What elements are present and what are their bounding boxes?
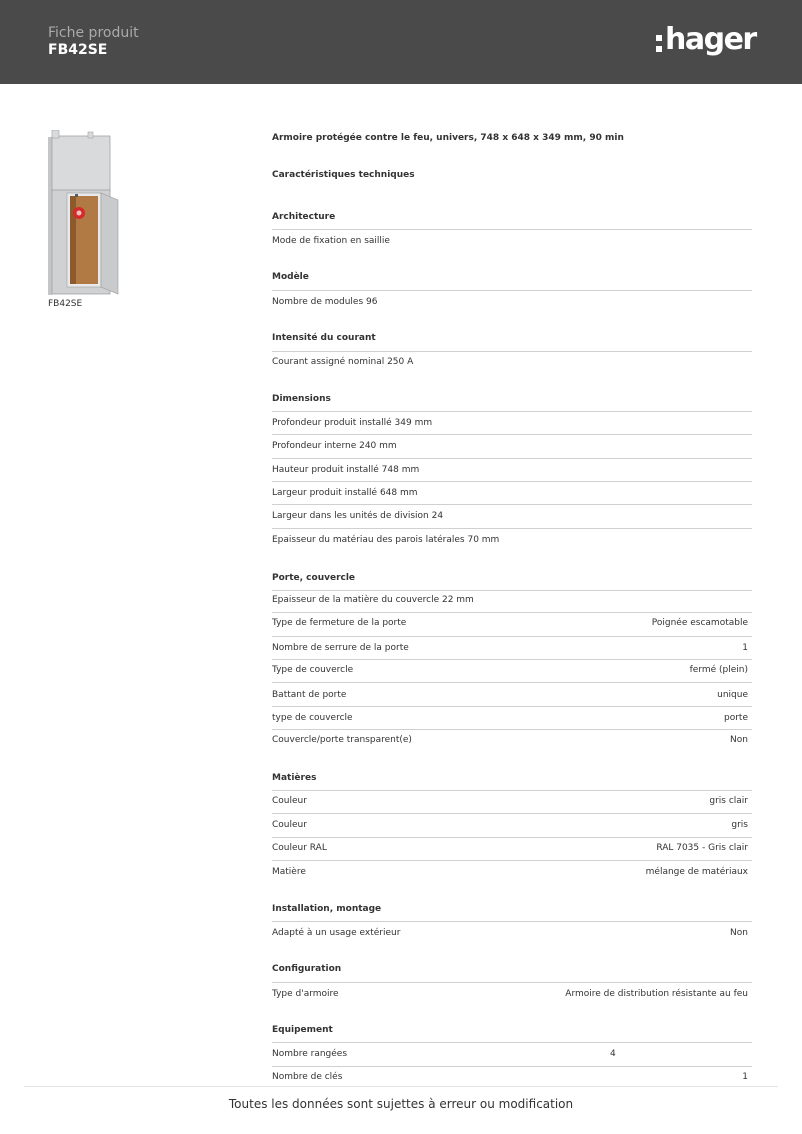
spec-label: Couleur (272, 820, 307, 830)
spec-row (272, 357, 752, 375)
spec-text: Largeur produit installé 648 mm (272, 488, 418, 498)
spec-text: Profondeur produit installé 349 mm (272, 418, 433, 428)
spec-row (272, 595, 752, 613)
spec-value: gris (731, 820, 748, 830)
spec-row (272, 1072, 752, 1090)
spec-label: Couvercle/porte transparent(e) (272, 735, 412, 745)
page-header (0, 0, 802, 84)
divider (272, 636, 752, 637)
divider (272, 229, 752, 230)
spec-text: Epaisseur de la matière du couvercle 22 mm (272, 595, 474, 605)
footer-divider (24, 1086, 778, 1087)
spec-text: Largeur dans les unités de division 24 (272, 511, 444, 521)
spec-row (272, 236, 752, 254)
spec-text: Courant assigné nominal 250 A (272, 357, 414, 367)
divider (272, 290, 752, 291)
spec-value: porte (724, 713, 748, 723)
section-title-dimensions: Dimensions (272, 394, 331, 404)
hager-logo (656, 22, 756, 58)
divider (272, 982, 752, 983)
divider (272, 351, 752, 352)
spec-value: mélange de matériaux (645, 867, 748, 877)
spec-label: Matière (272, 867, 306, 877)
divider (272, 921, 752, 922)
divider (272, 612, 752, 613)
spec-label: Couleur RAL (272, 843, 327, 853)
spec-value: Armoire de distribution résistante au feu (565, 989, 748, 999)
product-title: Armoire protégée contre le feu, univers, 748 x 648 x 349 mm, 90 min (272, 133, 624, 143)
product-code: FB42SE (48, 42, 108, 58)
spec-row (272, 820, 752, 838)
section-title-porte: Porte, couvercle (272, 573, 356, 583)
spec-row (272, 867, 752, 885)
spec-row (272, 535, 752, 553)
divider (272, 481, 752, 482)
divider (272, 1066, 752, 1067)
divider (272, 1042, 752, 1043)
spec-text: Nombre de modules 96 (272, 297, 378, 307)
divider (272, 458, 752, 459)
section-title-matieres: Matières (272, 773, 317, 783)
spec-row (272, 796, 752, 814)
section-title-installation: Installation, montage (272, 904, 382, 914)
section-title-configuration: Configuration (272, 964, 342, 974)
spec-text: Mode de fixation en saillie (272, 236, 390, 246)
spec-label: Adapté à un usage extérieur (272, 928, 401, 938)
document-type: Fiche produit (48, 25, 139, 41)
divider (272, 813, 752, 814)
spec-value: Non (730, 928, 748, 938)
spec-value: fermé (plein) (689, 665, 748, 675)
section-title-modele: Modèle (272, 272, 309, 282)
spec-row (272, 843, 752, 861)
divider (272, 729, 752, 730)
divider (272, 504, 752, 505)
spec-label: Battant de porte (272, 690, 347, 700)
spec-row (272, 665, 752, 683)
section-heading-technical: Caractéristiques techniques (272, 170, 415, 180)
spec-row (272, 928, 752, 946)
divider (272, 411, 752, 412)
divider (272, 706, 752, 707)
divider (272, 590, 752, 591)
divider (272, 528, 752, 529)
spec-row (272, 297, 752, 315)
spec-value: 1 (742, 1072, 748, 1082)
divider (272, 860, 752, 861)
spec-label: Couleur (272, 796, 307, 806)
logo-text: hager (665, 22, 756, 57)
spec-row (272, 618, 752, 636)
spec-label: Type d'armoire (272, 989, 339, 999)
spec-label: Nombre de clés (272, 1072, 343, 1082)
spec-value: gris clair (709, 796, 748, 806)
spec-value: Non (730, 735, 748, 745)
spec-label: Nombre rangées (272, 1049, 348, 1059)
spec-row (272, 441, 752, 459)
section-title-intensite: Intensité du courant (272, 333, 376, 343)
spec-value: Poignée escamotable (651, 618, 748, 628)
logo-dots-icon (656, 35, 662, 52)
spec-text: Epaisseur du matériau des parois latérales 70 mm (272, 535, 500, 545)
divider (272, 659, 752, 660)
spec-value: unique (717, 690, 748, 700)
spec-row (272, 511, 752, 529)
spec-row (272, 735, 752, 753)
divider (272, 682, 752, 683)
spec-row (272, 989, 752, 1007)
image-caption: FB42SE (48, 299, 83, 309)
spec-text: Profondeur interne 240 mm (272, 441, 397, 451)
spec-label: Type de couvercle (272, 665, 354, 675)
product-image (48, 130, 120, 295)
section-title-equipement: Equipement (272, 1025, 333, 1035)
spec-value: RAL 7035 - Gris clair (656, 843, 748, 853)
spec-label: Type de fermeture de la porte (272, 618, 407, 628)
spec-text: Hauteur produit installé 748 mm (272, 465, 420, 475)
spec-value: 4 (610, 1049, 616, 1059)
spec-label: type de couvercle (272, 713, 353, 723)
spec-value: 1 (742, 643, 748, 653)
footer-disclaimer: Toutes les données sont sujettes à erreur ou modification (228, 1097, 574, 1111)
section-title-architecture: Architecture (272, 212, 336, 222)
divider (272, 434, 752, 435)
spec-label: Nombre de serrure de la porte (272, 643, 409, 653)
divider (272, 790, 752, 791)
divider (272, 837, 752, 838)
spec-row (272, 1049, 752, 1067)
